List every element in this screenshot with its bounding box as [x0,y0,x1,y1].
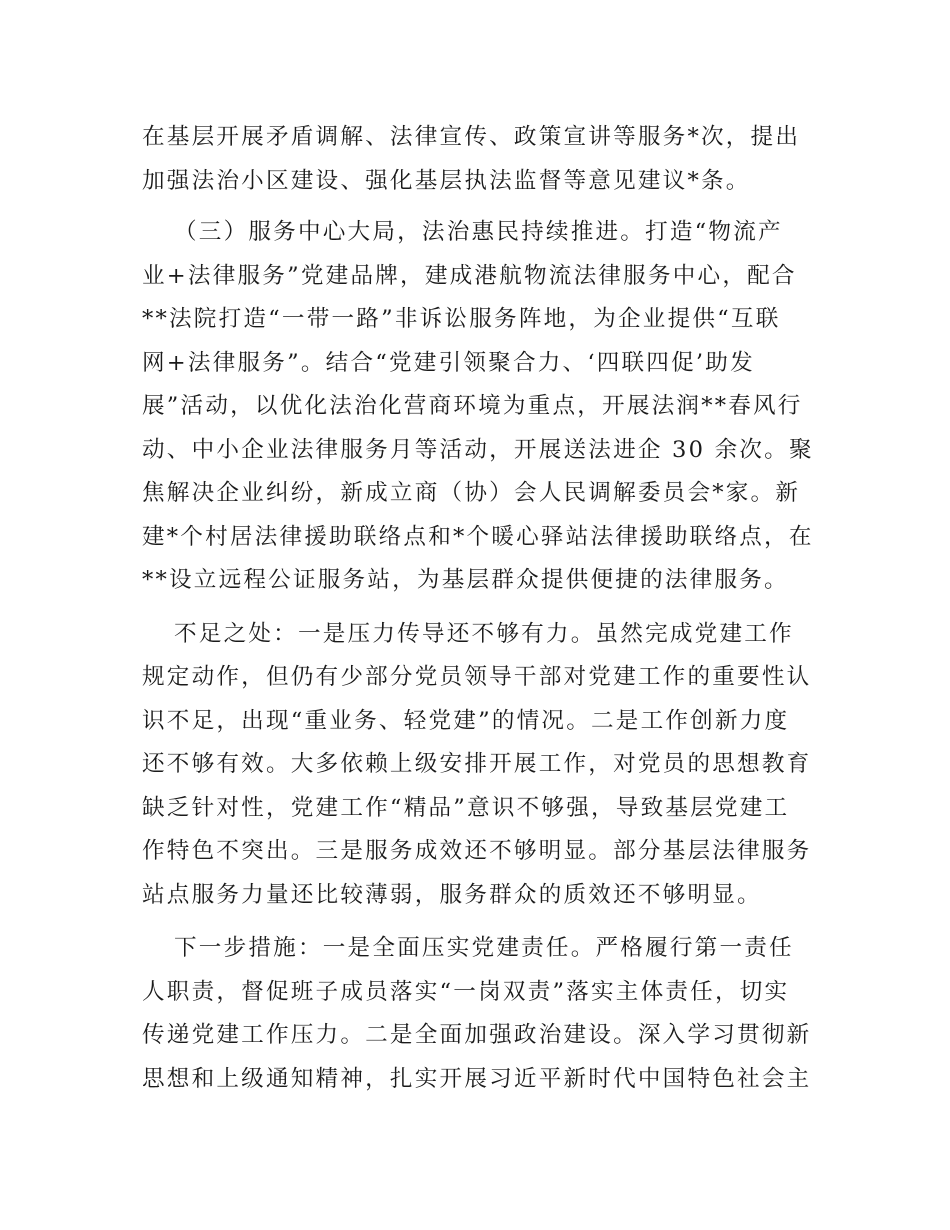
text-line: **法院打造“一带一路”非诉讼服务阵地，为企业提供“互联 [142,306,781,332]
text-line: 焦解决企业纠纷，新成立商（协）会人民调解委员会*家。新 [142,480,801,506]
paragraph-shortcomings [142,613,812,918]
text-line: 传递党建工作压力。二是全面加强政治建设。深入学习贯彻新 [142,1022,812,1048]
text-line: 思想和上级通知精神，扎实开展习近平新时代中国特色社会主 [142,1065,812,1092]
text-line: 人职责，督促班子成员落实“一岗双责”落实主体责任，切实 [142,978,790,1005]
text-line: 缺乏针对性，党建工作“精品”意识不够强，导致基层党建工 [142,794,790,821]
text-line: 动、中小企业法律服务月等活动，开展送法进企 30 余次。聚 [142,436,814,463]
paragraph-next-steps [142,927,812,1101]
paragraph-section-three [142,211,812,603]
text-line: 还不够有效。大多依赖上级安排开展工作，对党员的思想教育 [142,751,812,777]
text-line: 在基层开展矛盾调解、法律宣传、政策宣讲等服务*次，提出 [142,124,801,150]
text-line: **设立远程公证服务站，为基层群众提供便捷的法律服务。 [142,567,789,593]
text-line: 展”活动，以优化法治化营商环境为重点，开展法润**春风行 [142,393,803,419]
document-body [142,116,812,1101]
text-line: 网+法律服务”。结合“党建引领聚合力、‘四联四促’助发 [142,349,755,376]
text-line: 作特色不突出。三是服务成效还不够明显。部分基层法律服务 [142,838,812,864]
paragraph-service-continued [142,116,812,203]
text-line: （三）服务中心大局，法治惠民持续推进。打造“物流产 [174,219,783,245]
text-line: 规定动作，但仍有少部分党员领导干部对党建工作的重要性认 [142,664,812,690]
text-line: 站点服务力量还比较薄弱，服务群众的质效还不够明显。 [142,881,762,908]
text-line: 识不足，出现“重业务、轻党建”的情况。二是工作创新力度 [142,707,790,734]
text-line: 建*个村居法律援助联络点和*个暖心驿站法律援助联络点，在 [142,523,814,550]
text-line: 下一步措施：一是全面压实党建责任。严格履行第一责任 [174,935,794,961]
text-line: 业+法律服务”党建品牌，建成港航物流法律服务中心，配合 [142,262,797,289]
text-line: 不足之处：一是压力传导还不够有力。虽然完成党建工作 [174,620,794,647]
text-line: 加强法治小区建设、强化基层执法监督等意见建议*条。 [142,167,751,194]
